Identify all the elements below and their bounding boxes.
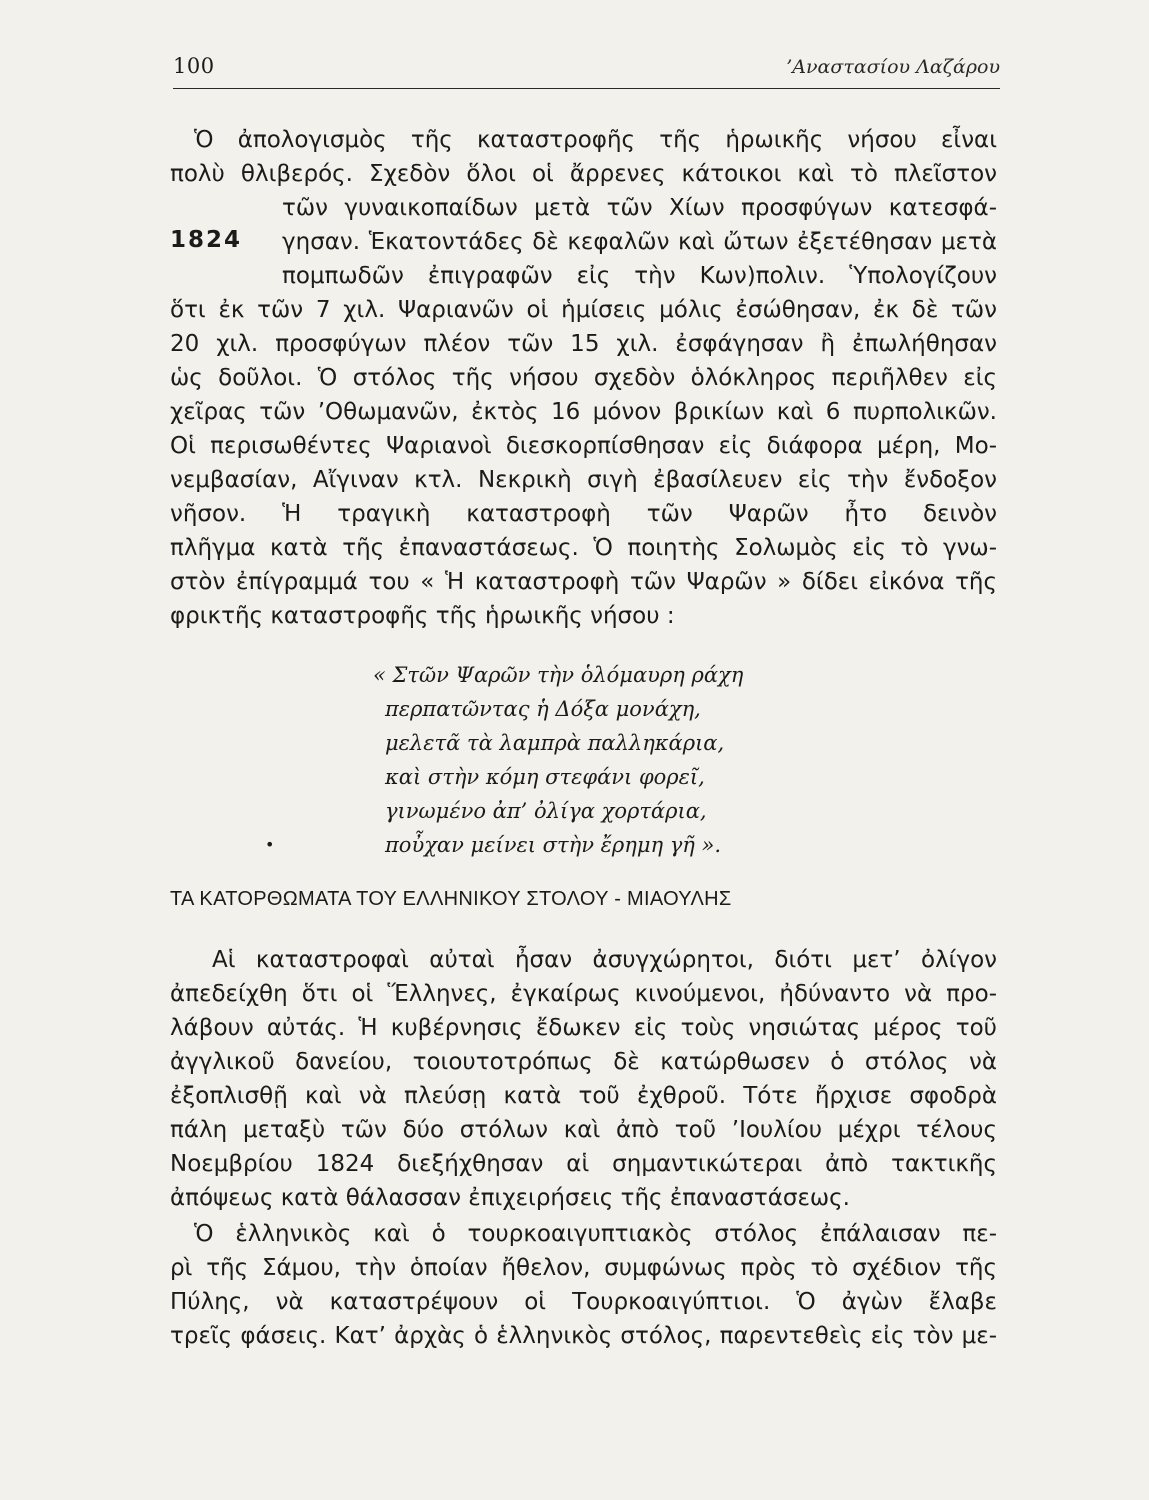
paragraph-line: ρὶ τῆς Σάμου, τὴν ὁποίαν ἤθελον, συμφώνως πρὸς τὸ σχέδιον τῆς (170, 1255, 997, 1281)
paragraph-line: πομπωδῶν ἐπιγραφῶν εἰς τὴν Κων)πολιν. Ὑπολογίζουν (282, 263, 997, 289)
paragraph-line: 20 χιλ. προσφύγων πλέον τῶν 15 χιλ. ἐσφάγησαν ἢ ἐπωλήθησαν (170, 331, 997, 357)
paragraph-line: νεμβασίαν, Αἴγιναν κτλ. Νεκρικὴ σιγὴ ἐβασίλευεν εἰς τὴν ἔνδοξον (170, 467, 997, 493)
paragraph-line: νῆσον. Ἡ τραγικὴ καταστροφὴ τῶν Ψαρῶν ἦτο δεινὸν (170, 501, 997, 527)
paragraph-line: ἀπεδείχθη ὅτι οἱ Ἕλληνες, ἐγκαίρως κινούμενοι, ἠδύναντο νὰ προ- (170, 981, 997, 1007)
poem-line: καὶ στὴν κόμη στεφάνι φορεῖ, (385, 765, 705, 789)
paragraph-line: Ὁ ἀπολογισμὸς τῆς καταστροφῆς τῆς ἡρωικῆς νήσου εἶναι (194, 127, 997, 153)
margin-year-note: 1824 (170, 227, 243, 253)
page-header (173, 50, 1000, 86)
paragraph-line: τῶν γυναικοπαίδων μετὰ τῶν Χίων προσφύγων κατεσφά- (282, 195, 997, 221)
header-rule (173, 88, 1000, 89)
poem-line: « Στῶν Ψαρῶν τὴν ὁλόμαυρη ράχη (373, 663, 744, 687)
paragraph-line: ἀγγλικοῦ δανείου, τοιουτοτρόπως δὲ κατώρθωσεν ὁ στόλος νὰ (170, 1049, 997, 1075)
paragraph-line: ὅτι ἐκ τῶν 7 χιλ. Ψαριανῶν οἱ ἡμίσεις μόλις ἐσώθησαν, ἐκ δὲ τῶν (170, 297, 997, 323)
poem-line: περπατῶντας ἡ Δόξα μονάχη, (385, 697, 701, 721)
paragraph-line: ὡς δοῦλοι. Ὁ στόλος τῆς νήσου σχεδὸν ὁλόκληρος περιῆλθεν εἰς (170, 365, 997, 391)
paragraph-line: ἐξοπλισθῇ καὶ νὰ πλεύσῃ κατὰ τοῦ ἐχθροῦ. Τότε ἤρχισε σφοδρὰ (170, 1083, 997, 1109)
paragraph-line: τρεῖς φάσεις. Κατ’ ἀρχὰς ὁ ἑλληνικὸς στόλος, παρεντεθεὶς εἰς τὸν με- (170, 1323, 997, 1349)
paragraph-line: Οἱ περισωθέντες Ψαριανοὶ διεσκορπίσθησαν εἰς διάφορα μέρη, Μο- (170, 433, 997, 459)
paragraph-line: χεῖρας τῶν ’Οθωμανῶν, ἐκτὸς 16 μόνον βρικίων καὶ 6 πυρπολικῶν. (170, 399, 997, 425)
paragraph-line: Αἱ καταστροφαὶ αὐταὶ ἦσαν ἀσυγχώρητοι, διότι μετ’ ὀλίγον (212, 947, 997, 973)
poem-bullet-mark: • (265, 835, 275, 854)
paragraph-line: γησαν. Ἑκατοντάδες δὲ κεφαλῶν καὶ ὤτων ἐξετέθησαν μετὰ (282, 229, 997, 255)
poem-line: γινωμένο ἀπ’ ὀλίγα χορτάρια, (385, 799, 707, 823)
paragraph-line: ἀπόψεως κατὰ θάλασσαν ἐπιχειρήσεις τῆς ἐπαναστάσεως. (170, 1185, 850, 1211)
paragraph-line: Πύλης, νὰ καταστρέψουν οἱ Τουρκοαιγύπτιοι. Ὁ ἀγὼν ἔλαβε (170, 1289, 997, 1315)
paragraph-line: φρικτῆς καταστροφῆς τῆς ἡρωικῆς νήσου : (170, 603, 675, 629)
poem-line: μελετᾶ τὰ λαμπρὰ παλληκάρια, (385, 731, 725, 755)
paragraph-line: Ὁ ἑλληνικὸς καὶ ὁ τουρκοαιγυπτιακὸς στόλος ἐπάλαισαν πε- (194, 1221, 997, 1247)
paragraph-line: πολὺ θλιβερός. Σχεδὸν ὅλοι οἱ ἄρρενες κάτοικοι καὶ τὸ πλεῖστον (170, 161, 997, 187)
paragraph-line: Νοεμβρίου 1824 διεξήχθησαν αἱ σημαντικώτεραι ἀπὸ τακτικῆς (170, 1151, 997, 1177)
paragraph-line: πλῆγμα κατὰ τῆς ἐπαναστάσεως. Ὁ ποιητὴς Σολωμὸς εἰς τὸ γνω- (170, 535, 997, 561)
running-title: ’Αναστασίου Λαζάρου (786, 56, 1000, 78)
page-number: 100 (173, 54, 215, 78)
poem-line: ποὖχαν μείνει στὴν ἔρημη γῆ ». (385, 833, 722, 857)
paragraph-line: στὸν ἐπίγραμμά του « Ἡ καταστροφὴ τῶν Ψαρῶν » δίδει εἰκόνα τῆς (170, 569, 997, 595)
section-heading: ΤΑ ΚΑΤΟΡΘΩΜΑΤΑ ΤΟΥ ΕΛΛΗΝΙΚΟΥ ΣΤΟΛΟΥ - ΜΙΑΟΥΛΗΣ (170, 888, 732, 910)
paragraph-line: λάβουν αὐτάς. Ἡ κυβέρνησις ἔδωκεν εἰς τοὺς νησιώτας μέρος τοῦ (170, 1015, 997, 1041)
paragraph-line: πάλη μεταξὺ τῶν δύο στόλων καὶ ἀπὸ τοῦ ’Ιουλίου μέχρι τέλους (170, 1117, 997, 1143)
